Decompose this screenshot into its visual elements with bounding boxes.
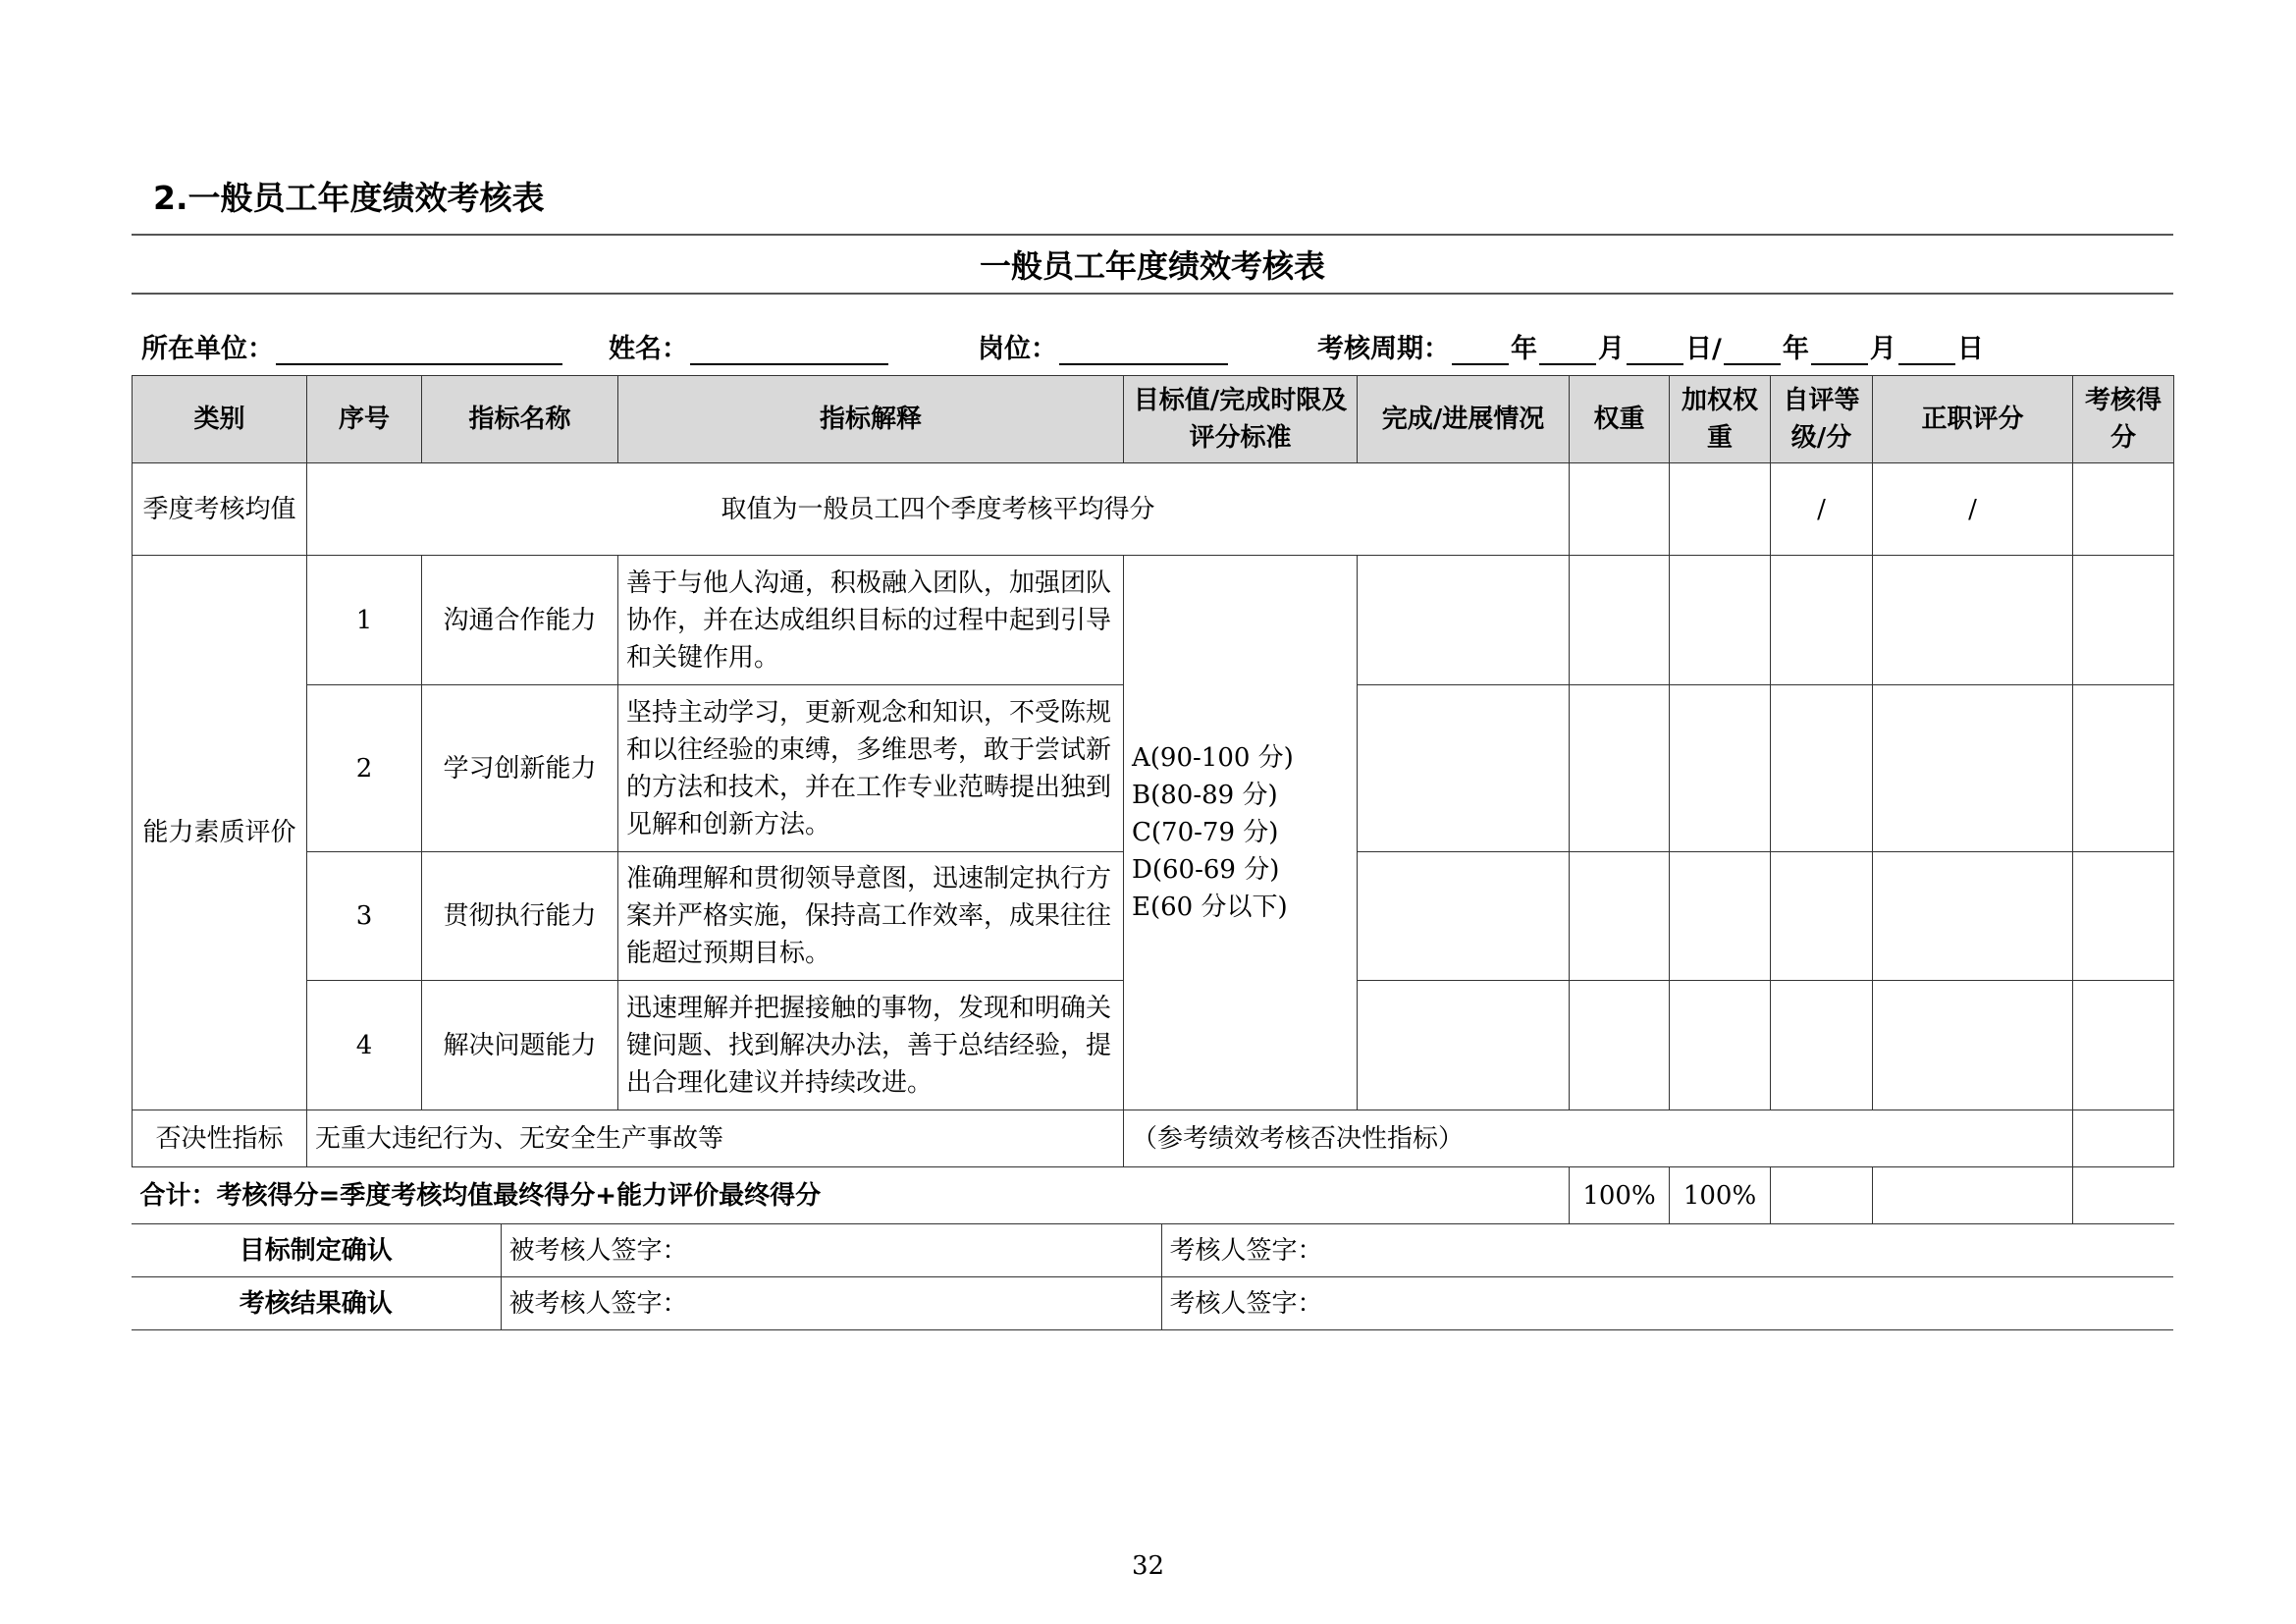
confirmation-table (132, 1223, 2173, 1330)
goal-appraisee-sign[interactable]: 被考核人签字： (501, 1224, 1161, 1277)
veto-score-cell[interactable] (2073, 1110, 2174, 1167)
supervisor-score-cell[interactable] (1873, 981, 2073, 1110)
weighted-cell[interactable] (1670, 981, 1771, 1110)
appraisal-table (132, 375, 2174, 1224)
end-year-label: 年 (1782, 334, 1809, 364)
start-year-blank[interactable] (1452, 338, 1509, 365)
final-score-cell[interactable] (2073, 852, 2174, 981)
page-number: 32 (1131, 1551, 1165, 1581)
end-month-label: 月 (1869, 334, 1896, 364)
start-year-label: 年 (1511, 334, 1537, 364)
ability-desc: 迅速理解并把握接触的事物，发现和明确关键问题、找到解决办法，善于总结经验，提出合理化建议并持续改进。 (618, 981, 1124, 1110)
header-final-score: 考核得分 (2073, 376, 2174, 463)
header-self-rating: 自评等级/分 (1771, 376, 1873, 463)
criteria-b: B(80-89 分) (1132, 781, 1278, 810)
post-field[interactable] (978, 327, 1230, 365)
total-weight: 100% (1570, 1167, 1670, 1224)
period-label: 考核周期： (1317, 334, 1450, 364)
post-label: 岗位： (978, 334, 1057, 364)
quarterly-row (133, 463, 2174, 556)
final-score-cell[interactable] (2073, 685, 2174, 852)
header-seq: 序号 (307, 376, 422, 463)
name-field[interactable] (609, 327, 890, 365)
total-final-score-cell[interactable] (2073, 1167, 2174, 1224)
quarterly-self-rating: / (1771, 463, 1873, 556)
header-target: 目标值/完成时限及评分标准 (1124, 376, 1358, 463)
quarterly-description: 取值为一般员工四个季度考核平均得分 (307, 463, 1570, 556)
end-month-blank[interactable] (1811, 338, 1868, 365)
ability-desc: 善于与他人沟通，积极融入团队，加强团队协作，并在达成组织目标的过程中起到引导和关键作用。 (618, 556, 1124, 685)
result-appraisee-sign[interactable]: 被考核人签字： (501, 1277, 1161, 1330)
self-rating-cell[interactable] (1771, 852, 1873, 981)
appraisal-form (132, 234, 2173, 1330)
result-confirm-row (132, 1277, 2173, 1330)
start-day-blank[interactable] (1627, 338, 1683, 365)
header-row (133, 376, 2174, 463)
veto-row (133, 1110, 2174, 1167)
ability-desc: 坚持主动学习，更新观念和知识，不受陈规和以往经验的束缚，多维思考，敢于尝试新的方法和技术，并在工作专业范畴提出独到见解和创新方法。 (618, 685, 1124, 852)
self-rating-cell[interactable] (1771, 981, 1873, 1110)
goal-confirm-row (132, 1224, 2173, 1277)
ability-seq: 3 (307, 852, 422, 981)
weight-cell[interactable] (1570, 556, 1670, 685)
total-label: 合计：考核得分=季度考核均值最终得分+能力评价最终得分 (133, 1167, 1570, 1224)
post-blank[interactable] (1059, 338, 1228, 365)
start-month-blank[interactable] (1539, 338, 1596, 365)
end-year-blank[interactable] (1724, 338, 1781, 365)
header-progress: 完成/进展情况 (1358, 376, 1570, 463)
goal-appraiser-sign[interactable]: 考核人签字： (1161, 1224, 2173, 1277)
start-month-label: 月 (1598, 334, 1625, 364)
name-label: 姓名： (609, 334, 688, 364)
progress-cell[interactable] (1358, 685, 1570, 852)
ability-seq: 1 (307, 556, 422, 685)
supervisor-score-cell[interactable] (1873, 556, 2073, 685)
rating-criteria (1124, 556, 1358, 1110)
ability-seq: 2 (307, 685, 422, 852)
supervisor-score-cell[interactable] (1873, 852, 2073, 981)
supervisor-score-cell[interactable] (1873, 685, 2073, 852)
self-rating-cell[interactable] (1771, 685, 1873, 852)
ability-name: 学习创新能力 (422, 685, 618, 852)
ability-row-1 (133, 556, 2174, 685)
end-day-label: 日 (1956, 334, 1984, 364)
progress-cell[interactable] (1358, 852, 1570, 981)
header-supervisor-score: 正职评分 (1873, 376, 2073, 463)
criteria-e: E(60 分以下) (1132, 893, 1288, 922)
quarterly-weighted-cell[interactable] (1670, 463, 1771, 556)
unit-field[interactable] (141, 327, 564, 365)
weighted-cell[interactable] (1670, 852, 1771, 981)
info-line (132, 295, 2173, 375)
criteria-c: C(70-79 分) (1132, 818, 1279, 847)
header-indicator-name: 指标名称 (422, 376, 618, 463)
criteria-d: D(60-69 分) (1132, 855, 1280, 885)
header-weight: 权重 (1570, 376, 1670, 463)
veto-category: 否决性指标 (133, 1110, 307, 1167)
final-score-cell[interactable] (2073, 981, 2174, 1110)
period-field[interactable] (1317, 327, 1984, 365)
result-confirm-label: 考核结果确认 (132, 1277, 501, 1330)
ability-desc: 准确理解和贯彻领导意图，迅速制定执行方案并严格实施，保持高工作效率，成果往往能超过预期目标。 (618, 852, 1124, 981)
ability-name: 贯彻执行能力 (422, 852, 618, 981)
weighted-cell[interactable] (1670, 685, 1771, 852)
name-blank[interactable] (690, 338, 888, 365)
quarterly-supervisor-score: / (1873, 463, 2073, 556)
total-weighted: 100% (1670, 1167, 1771, 1224)
header-indicator-desc: 指标解释 (618, 376, 1124, 463)
weight-cell[interactable] (1570, 852, 1670, 981)
quarterly-category: 季度考核均值 (133, 463, 307, 556)
header-category: 类别 (133, 376, 307, 463)
unit-label: 所在单位： (141, 334, 274, 364)
ability-name: 解决问题能力 (422, 981, 618, 1110)
total-row (133, 1167, 2174, 1224)
form-title: 一般员工年度绩效考核表 (132, 234, 2173, 295)
weight-cell[interactable] (1570, 981, 1670, 1110)
ability-name: 沟通合作能力 (422, 556, 618, 685)
veto-reference: （参考绩效考核否决性指标） (1124, 1110, 2073, 1167)
final-score-cell[interactable] (2073, 556, 2174, 685)
end-day-blank[interactable] (1898, 338, 1955, 365)
total-self-rating-cell[interactable] (1771, 1167, 1873, 1224)
start-day-label: 日/ (1685, 334, 1722, 364)
total-supervisor-score-cell[interactable] (1873, 1167, 2073, 1224)
weight-cell[interactable] (1570, 685, 1670, 852)
weighted-cell[interactable] (1670, 556, 1771, 685)
goal-confirm-label: 目标制定确认 (132, 1224, 501, 1277)
header-weighted: 加权权重 (1670, 376, 1771, 463)
criteria-a: A(90-100 分) (1132, 743, 1294, 773)
ability-seq: 4 (307, 981, 422, 1110)
unit-blank[interactable] (276, 338, 562, 365)
progress-cell[interactable] (1358, 981, 1570, 1110)
section-heading: 2.一般员工年度绩效考核表 (153, 179, 545, 217)
ability-category: 能力素质评价 (133, 556, 307, 1110)
self-rating-cell[interactable] (1771, 556, 1873, 685)
progress-cell[interactable] (1358, 556, 1570, 685)
result-appraiser-sign[interactable]: 考核人签字： (1161, 1277, 2173, 1330)
veto-content: 无重大违纪行为、无安全生产事故等 (307, 1110, 1124, 1167)
quarterly-weight-cell[interactable] (1570, 463, 1670, 556)
quarterly-final-cell[interactable] (2073, 463, 2174, 556)
